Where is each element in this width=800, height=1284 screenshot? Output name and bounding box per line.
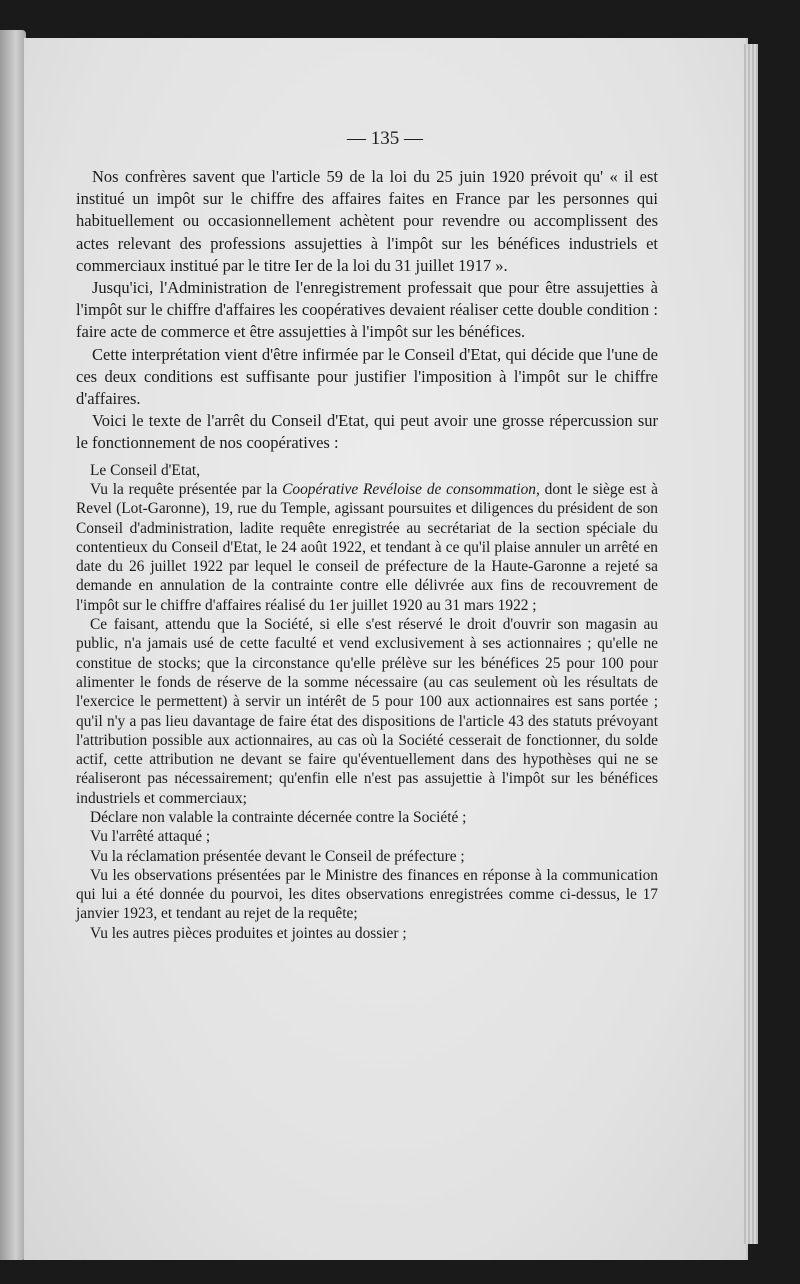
ruling-section [76, 461, 658, 943]
request-rest: dont le siège est à Revel (Lot-Garonne), 19, rue du Temple, agissant poursuites et diligences du président de son Conseil d'administration, ladite requête enregistrée au secrétariat de la section spéciale du contentieux du Conseil d'Etat, le 24 août 1922, et tendant à ce qu'il plaise annuler un arrêté en date du 26 juillet 1922 par lequel le conseil de préfecture de la Haute-Garonne a rejeté sa demande en annulation de la contrainte contre elle délivrée aux fins de recouvrement de l'impôt sur le chiffre d'affaires réalisé du 1er juillet 1920 au 31 mars 1922 ; [76, 480, 658, 614]
intro-paragraph: Jusqu'ici, l'Administration de l'enregistrement professait que pour être assujetties à l'impôt sur le chiffre d'affaires les coopératives devaient réaliser cette double condition : faire acte de commerce et être assujetties à l'impôt sur les bénéfices. [76, 278, 658, 342]
intro-section [76, 166, 658, 455]
ruling-request [76, 480, 658, 615]
ruling-item: Déclare non valable la contrainte décernée contre la Société ; [90, 808, 467, 826]
ruling-item: Vu les observations présentées par le Ministre des finances en réponse à la communication qui lui a été donnée du pourvoi, les dites observations enregistrées comme ci-dessus, le 17 janvier 1923, et tendant au rejet de la requête; [76, 866, 658, 923]
facing-page-edge [0, 30, 26, 1260]
intro-paragraph: Nos confrères savent que l'article 59 de la loi du 25 juin 1920 prévoit qu' « il est institué un impôt sur le chiffre des affaires faites en France par les personnes qui habituellement ou occasionnellement achètent pour revendre ou accomplissent des actes relevant des professions assujetties à l'impôt sur les bénéfices industriels et commerciaux institué par le titre Ier de la loi du 31 juillet 1917 ». [76, 167, 658, 275]
ruling-item: Vu la réclamation présentée devant le Conseil de préfecture ; [90, 847, 465, 865]
page-body [76, 166, 658, 943]
ruling-item: Vu l'arrêté attaqué ; [90, 828, 211, 846]
ruling-opening: Le Conseil d'Etat, [90, 461, 201, 479]
intro-paragraph: Voici le texte de l'arrêt du Conseil d'Etat, qui peut avoir une grosse répercussion sur le fonctionnement de nos coopératives : [76, 411, 658, 453]
intro-paragraph: Cette interprétation vient d'être infirmée par le Conseil d'Etat, qui décide que l'une de ces deux conditions est suffisante pour justifier l'imposition à l'impôt sur le chiffre d'affaires. [76, 344, 658, 409]
ruling-grounds: Ce faisant, attendu que la Société, si elle s'est réservé le droit d'ouvrir son magasin au public, n'a jamais usé de cette faculté et vend exclusivement à ses actionnaires ; qu'elle ne constitue de stocks; que la circonstance qu'elle prélève sur les bénéfices 25 pour 100 pour alimenter le fonds de réserve de la somme nécessaire (au cas seulement où les résultats de l'exercice le permettent) à servir un intérêt de 5 pour 100 aux actionnaires est sans portée ; qu'il n'y a pas lieu davantage de faire état des dispositions de l'article 43 des statuts prévoyant l'attribution possible aux actionnaires, au cas où la Société cesserait de fonctionner, du solde actif, cette attribution ne devant se faire qu'éventuellement dans des hypothèses qui ne se réaliseront pas nécessairement; qu'enfin elle n'est pas assujettie à l'impôt sur les bénéfices industriels et commerciaux; [76, 616, 658, 807]
book-page [24, 38, 746, 1260]
page-stack-edge [744, 44, 758, 1244]
cooperative-name: Coopérative Revéloise de consommation, [282, 480, 540, 498]
request-prefix: Vu la requête présentée par la [90, 480, 283, 498]
ruling-item: Vu les autres pièces produites et jointes au dossier ; [90, 924, 407, 942]
page-number-header: — 135 — [347, 128, 423, 149]
